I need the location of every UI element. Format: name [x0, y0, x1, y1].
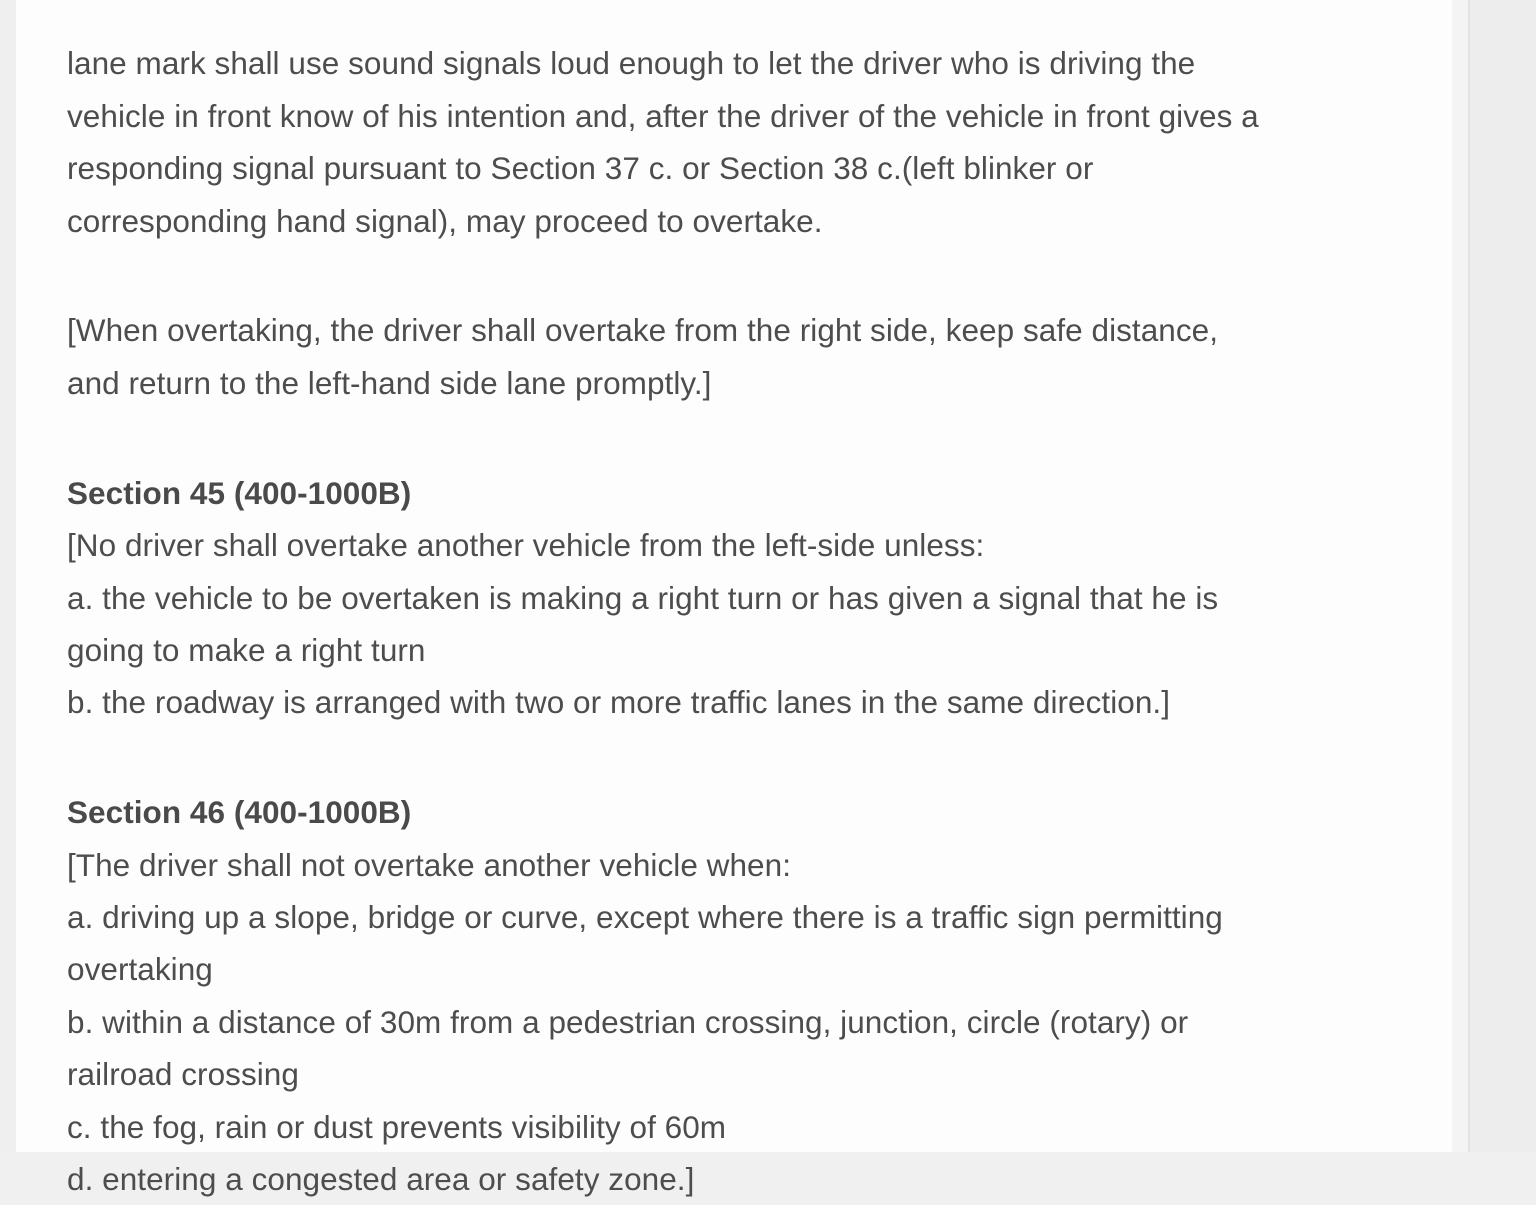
section-line: a. the vehicle to be overtaken is making a right turn or has given a signal that he is [67, 579, 1219, 616]
note-line: and return to the left-hand side lane promptly.] [67, 364, 712, 401]
left-margin [0, 0, 16, 1152]
intro-paragraph [67, 37, 1427, 247]
section-line: overtaking [67, 951, 213, 988]
paragraph-gap [67, 409, 1427, 467]
section-line: b. the roadway is arranged with two or more traffic lanes in the same direction.] [67, 684, 1170, 721]
paragraph-gap [67, 729, 1427, 787]
section-line: [The driver shall not overtake another vehicle when: [67, 846, 791, 883]
section-45 [67, 467, 1427, 729]
note-line: [When overtaking, the driver shall overtake from the right side, keep safe distance, [67, 312, 1219, 349]
section-line: c. the fog, rain or dust prevents visibility of 60m [67, 1108, 727, 1145]
section-46 [67, 786, 1427, 1205]
section-line: d. entering a congested area or safety zone.] [67, 1160, 695, 1197]
section-line: railroad crossing [67, 1056, 299, 1093]
section-line: going to make a right turn [67, 631, 426, 668]
section-heading: Section 46 (400-1000B) [67, 794, 412, 831]
overtake-note-paragraph [67, 304, 1427, 409]
section-line: [No driver shall overtake another vehicle from the left-side unless: [67, 527, 985, 564]
section-heading: Section 45 (400-1000B) [67, 474, 412, 511]
intro-line: lane mark shall use sound signals loud enough to let the driver who is driving the [67, 45, 1196, 82]
section-line: a. driving up a slope, bridge or curve, except where there is a traffic sign permitting [67, 898, 1223, 935]
intro-line: vehicle in front know of his intention and, after the driver of the vehicle in front gives a [67, 97, 1259, 134]
document-body [67, 0, 1427, 1205]
section-line: b. within a distance of 30m from a pedestrian crossing, junction, circle (rotary) or [67, 1003, 1189, 1040]
clipped-line-above [67, 0, 1427, 37]
paragraph-gap [67, 247, 1427, 305]
right-panel [1470, 0, 1536, 1152]
intro-line: responding signal pursuant to Section 37 c. or Section 38 c.(left blinker or [67, 150, 1094, 187]
intro-line: corresponding hand signal), may proceed to overtake. [67, 202, 823, 239]
